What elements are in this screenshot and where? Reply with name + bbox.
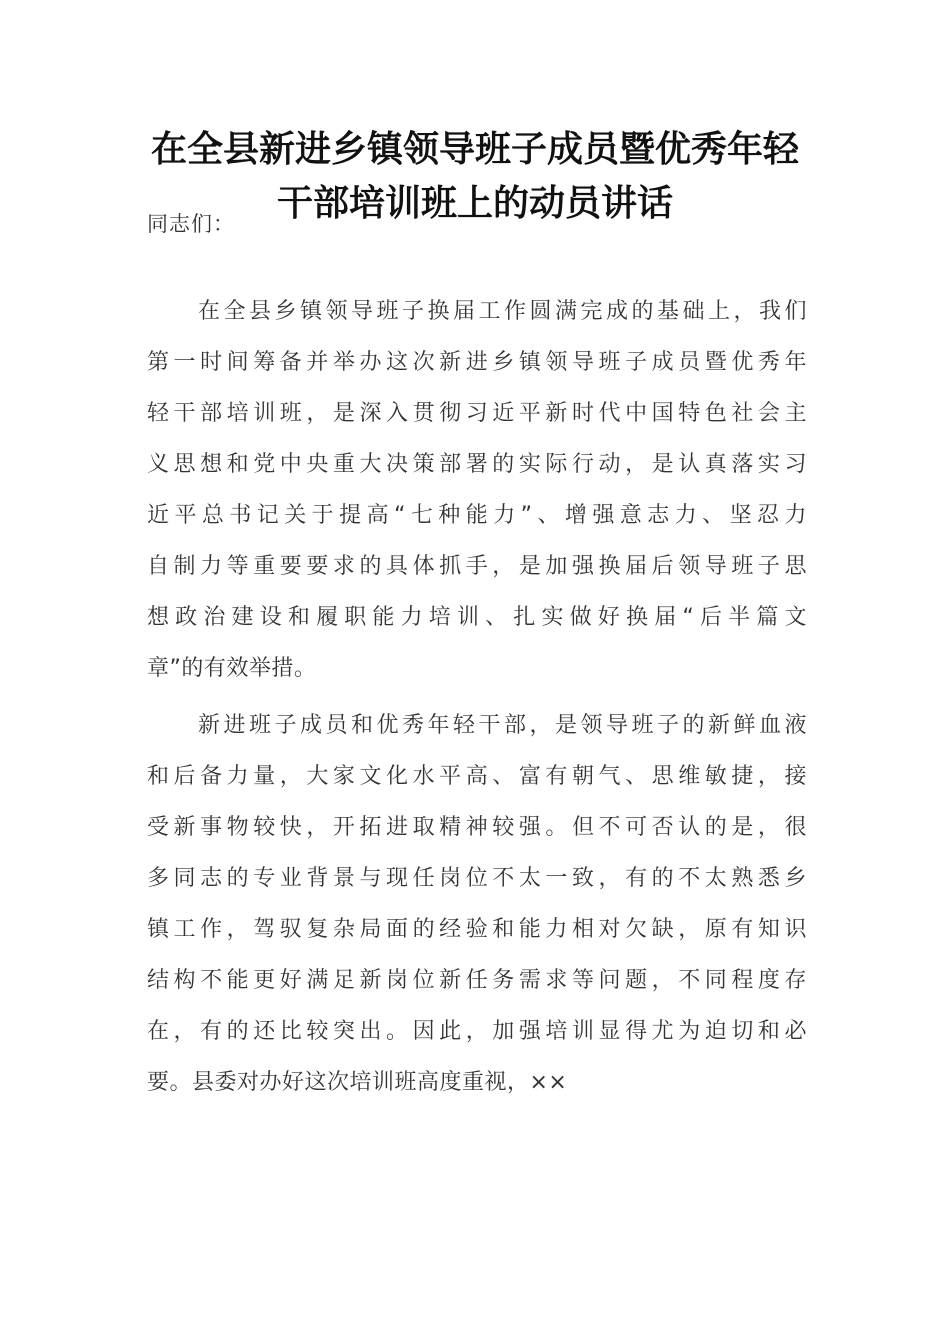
text-line: 在全县乡镇领导班子换届工作圆满完成的基础上，我们 bbox=[147, 299, 807, 324]
text-line: 多同志的专业背景与现任岗位不太一致，有的不太熟悉乡 bbox=[147, 866, 807, 891]
text-line: 章”的有效举措。 bbox=[147, 656, 317, 681]
text-line: 结构不能更好满足新岗位新任务需求等问题，不同程度存 bbox=[147, 968, 807, 993]
text-line: 和后备力量，大家文化水平高、富有朝气、思维敏捷，接 bbox=[147, 764, 807, 789]
text-line: 第一时间筹备并举办这次新进乡镇领导班子成员暨优秀年 bbox=[147, 350, 807, 375]
text-line: 镇工作，驾驭复杂局面的经验和能力相对欠缺，原有知识 bbox=[147, 917, 807, 942]
text-line: 义思想和党中央重大决策部署的实际行动，是认真落实习 bbox=[147, 452, 807, 477]
paragraph-2 bbox=[147, 704, 807, 1112]
text-line: 轻干部培训班，是深入贯彻习近平新时代中国特色社会主 bbox=[147, 401, 807, 426]
paragraph-1 bbox=[147, 290, 807, 698]
text-line: 想政治建设和履职能力培训、扎实做好换届“后半篇文 bbox=[147, 605, 807, 630]
title-line: 在全县新进乡镇领导班子成员暨优秀年轻 bbox=[150, 128, 799, 170]
text-line: 在，有的还比较突出。因此，加强培训显得尤为迫切和必 bbox=[147, 1019, 807, 1044]
text-line: 自制力等重要要求的具体抓手，是加强换届后领导班子思 bbox=[147, 554, 807, 579]
text-line: 新进班子成员和优秀年轻干部，是领导班子的新鲜血液 bbox=[147, 713, 807, 738]
text-line: 受新事物较快，开拓进取精神较强。但不可否认的是，很 bbox=[147, 815, 807, 840]
text-line: 要。县委对办好这次培训班高度重视，×× bbox=[147, 1070, 568, 1095]
title-line: 干部培训班上的动员讲话 bbox=[276, 182, 673, 224]
text-line: 近平总书记关于提高“七种能力”、增强意志力、坚忍力 bbox=[147, 503, 807, 528]
document-body bbox=[147, 290, 807, 1112]
salutation: 同志们： bbox=[147, 212, 235, 236]
